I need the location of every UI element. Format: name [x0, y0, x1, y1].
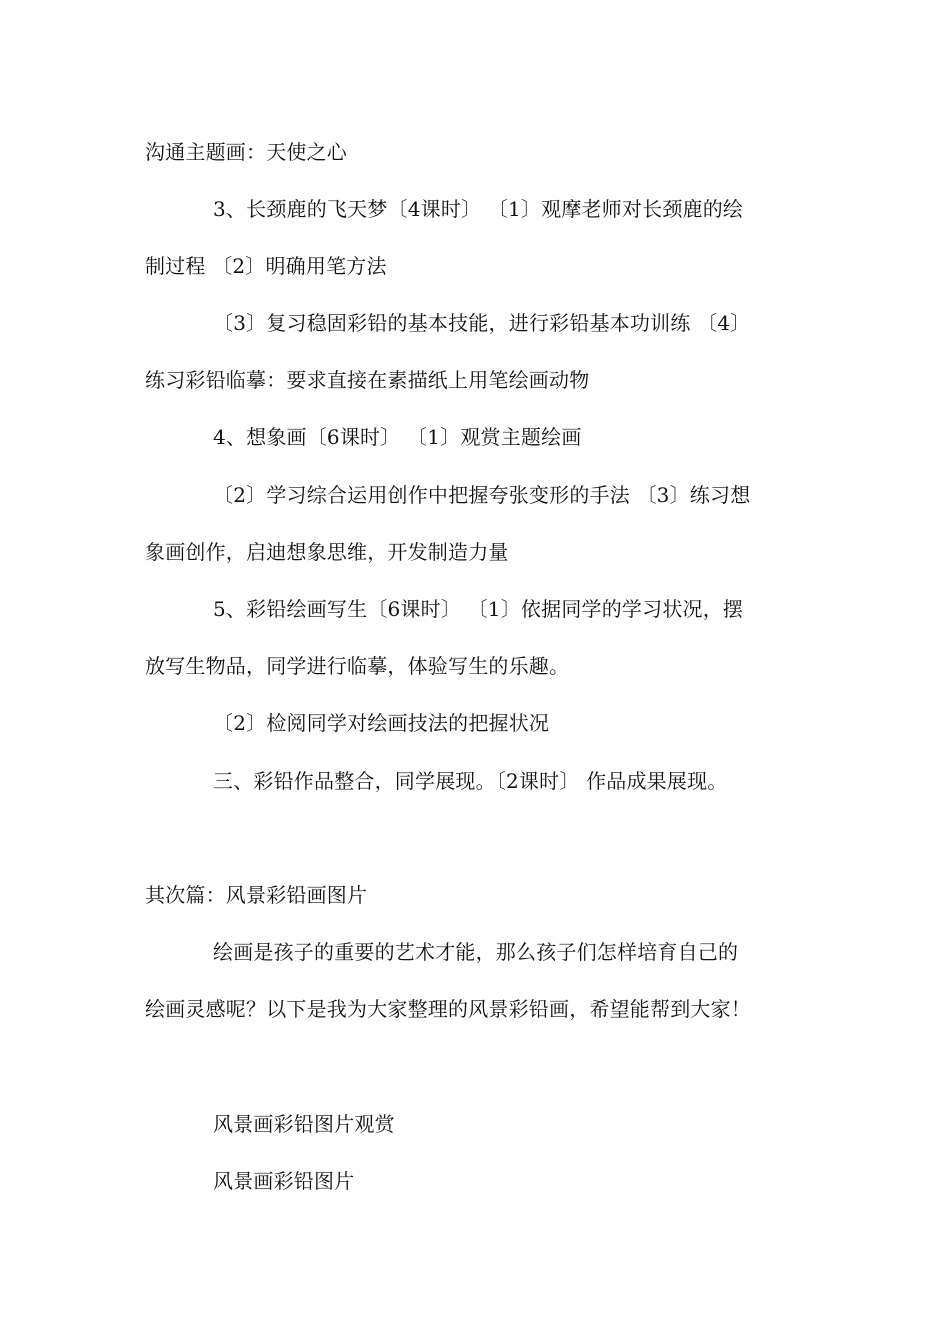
paragraph-line: 放写生物品，同学进行临摹，体验写生的乐趣。	[145, 654, 570, 678]
paragraph-line: 3、长颈鹿的飞天梦〔4课时〕 〔1〕观摩老师对长颈鹿的绘	[213, 197, 744, 221]
section-heading-landscape: 其次篇：风景彩铅画图片	[145, 883, 368, 907]
paragraph-line: 5、彩铅绘画写生〔6课时〕 〔1〕依据同学的学习状况，摆	[213, 597, 744, 621]
subheading-line: 风景画彩铅图片观赏	[213, 1112, 395, 1136]
paragraph-line: 4、想象画〔6课时〕 〔1〕观赏主题绘画	[213, 425, 582, 449]
paragraph-line: 绘画灵感呢？以下是我为大家整理的风景彩铅画，希望能帮到大家！	[145, 997, 751, 1021]
paragraph-line: 〔3〕复习稳固彩铅的基本技能，进行彩铅基本功训练 〔4〕	[213, 311, 751, 335]
paragraph-line: 绘画是孩子的重要的艺术才能，那么孩子们怎样培育自己的	[213, 940, 739, 964]
paragraph-line: 制过程 〔2〕明确用笔方法	[145, 254, 387, 278]
section-heading-theme: 沟通主题画：天使之心	[145, 140, 347, 164]
paragraph-line: 〔2〕检阅同学对绘画技法的把握状况	[213, 711, 550, 735]
paragraph-line: 三、彩铅作品整合，同学展现。〔2课时〕 作品成果展现。	[213, 769, 728, 793]
subheading-line: 风景画彩铅图片	[213, 1169, 355, 1193]
paragraph-line: 象画创作，启迪想象思维，开发制造力量	[145, 540, 509, 564]
paragraph-line: 练习彩铅临摹：要求直接在素描纸上用笔绘画动物	[145, 368, 590, 392]
paragraph-line: 〔2〕学习综合运用创作中把握夸张变形的手法 〔3〕练习想	[213, 483, 751, 507]
